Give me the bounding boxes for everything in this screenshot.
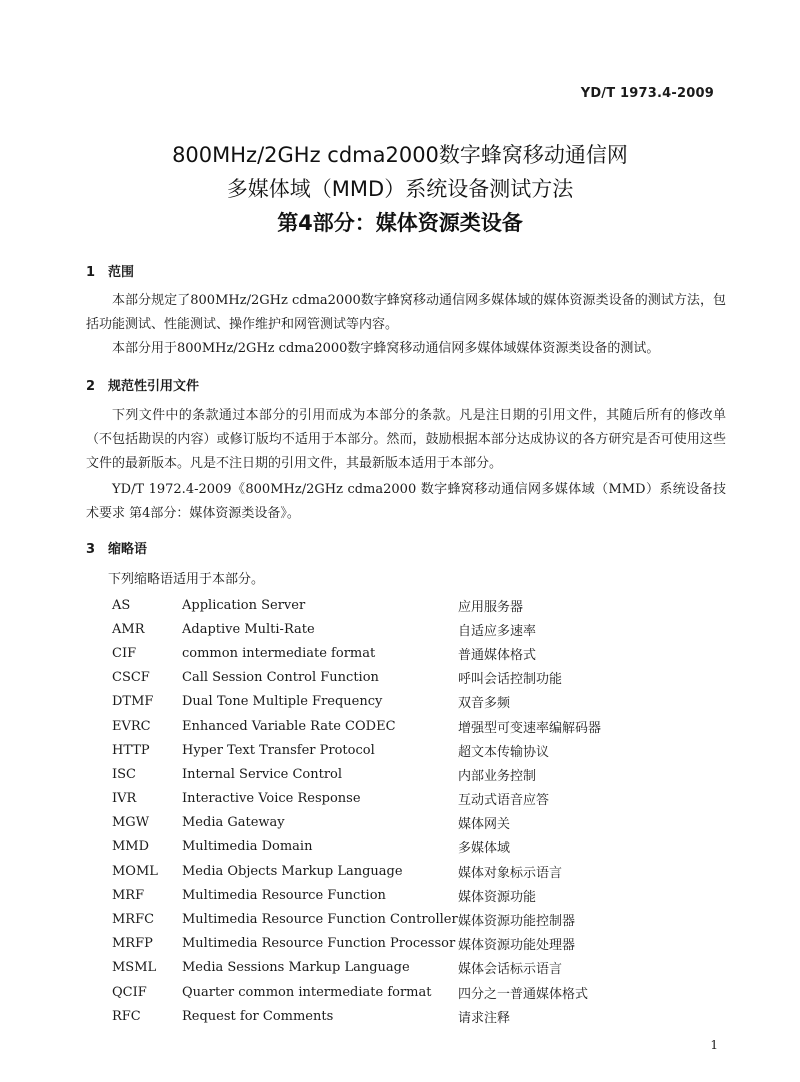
abbreviation-row — [112, 641, 732, 665]
abbreviation: MRFP — [112, 936, 153, 952]
abbreviation-row — [112, 787, 732, 811]
abbreviation-row — [112, 738, 732, 762]
document-title — [0, 138, 800, 240]
abbreviation: MSML — [112, 960, 157, 976]
abbreviation-row — [112, 762, 732, 786]
abbreviation-english: Internal Service Control — [182, 766, 343, 782]
abbreviation-english: Multimedia Resource Function Processor — [182, 936, 456, 952]
abbreviation: HTTP — [112, 742, 150, 758]
section-2-heading — [86, 375, 199, 394]
abbreviations-intro: 下列缩略语适用于本部分。 — [108, 572, 265, 587]
abbreviation: DTMF — [112, 694, 154, 710]
abbreviation-english: Quarter common intermediate format — [182, 984, 432, 1000]
abbreviation-english: Enhanced Variable Rate CODEC — [182, 718, 396, 734]
abbreviation-row — [112, 811, 732, 835]
abbreviation-chinese: 内部业务控制 — [458, 768, 537, 784]
abbreviation: MGW — [112, 815, 150, 831]
abbreviation-chinese: 双音多频 — [458, 696, 511, 712]
abbreviation-chinese: 呼叫会话控制功能 — [458, 672, 563, 688]
abbreviation-row — [112, 835, 732, 859]
abbreviation-row — [112, 617, 732, 641]
abbreviation-row — [112, 980, 732, 1004]
abbreviation-chinese: 多媒体域 — [458, 841, 511, 857]
abbreviation: AMR — [112, 621, 145, 637]
abbreviation: MRFC — [112, 912, 155, 928]
abbreviation-chinese: 超文本传输协议 — [458, 744, 550, 760]
abbreviation: CIF — [112, 645, 137, 661]
abbreviation-english: Media Sessions Markup Language — [182, 960, 410, 976]
abbreviation: MMD — [112, 839, 150, 855]
abbreviation: IVR — [112, 791, 137, 807]
abbreviation: ISC — [112, 766, 136, 782]
section-1-number: 1 — [86, 265, 96, 280]
abbreviation: RFC — [112, 1008, 141, 1024]
abbreviation-english: Dual Tone Multiple Frequency — [182, 694, 383, 710]
abbreviation-chinese: 媒体资源功能控制器 — [458, 914, 576, 930]
abbreviation-english: Media Objects Markup Language — [182, 863, 403, 879]
abbreviation-chinese: 互动式语音应答 — [458, 793, 550, 809]
abbreviation-row — [112, 1004, 732, 1028]
abbreviation-row — [112, 690, 732, 714]
abbreviation: EVRC — [112, 718, 151, 734]
abbreviation-english: Multimedia Domain — [182, 839, 313, 855]
abbreviation-chinese: 应用服务器 — [458, 599, 524, 615]
section-1-paragraph-2: 本部分用于800MHz/2GHz cdma2000数字蜂窝移动通信网多媒体域媒体资源类设备的测试。 — [112, 341, 660, 356]
section-1-paragraph-1: 本部分规定了800MHz/2GHz cdma2000数字蜂窝移动通信网多媒体域的媒体资源类设备的测试方法，包括功能测试、性能测试、操作维护和网管测试等内容。 — [86, 293, 726, 332]
abbreviation-list — [112, 593, 732, 1028]
abbreviation-row — [112, 883, 732, 907]
abbreviation-english: Adaptive Multi-Rate — [182, 621, 315, 637]
abbreviation-chinese: 请求注释 — [458, 1010, 511, 1026]
abbreviation-english: Application Server — [182, 597, 306, 613]
abbreviation-row — [112, 932, 732, 956]
section-1-heading — [86, 261, 134, 280]
section-2-number: 2 — [86, 379, 96, 394]
abbreviation-row — [112, 714, 732, 738]
section-3-number: 3 — [86, 542, 96, 557]
abbreviation-row — [112, 907, 732, 931]
abbreviation: CSCF — [112, 670, 150, 686]
document-code: YD/T 1973.4-2009 — [580, 86, 714, 101]
section-3-title: 缩略语 — [108, 542, 148, 557]
abbreviation-row — [112, 666, 732, 690]
abbreviation-english: Call Session Control Function — [182, 670, 379, 686]
abbreviation-chinese: 增强型可变速率编解码器 — [458, 720, 602, 736]
section-2-paragraph-2: YD/T 1972.4-2009《800MHz/2GHz cdma2000 数字蜂窝移动通信网多媒体域（MMD）系统设备技术要求 第4部分：媒体资源类设备》。 — [86, 482, 726, 521]
section-1-title: 范围 — [108, 265, 135, 280]
abbreviation-english: Multimedia Resource Function — [182, 887, 386, 903]
abbreviation: MRF — [112, 887, 145, 903]
abbreviation-chinese: 媒体资源功能 — [458, 889, 537, 905]
abbreviation-chinese: 普通媒体格式 — [458, 647, 537, 663]
abbreviation-english: Interactive Voice Response — [182, 791, 361, 807]
abbreviation-chinese: 自适应多速率 — [458, 623, 537, 639]
section-2-title: 规范性引用文件 — [108, 379, 200, 394]
abbreviation-chinese: 四分之一普通媒体格式 — [458, 986, 589, 1002]
abbreviation-chinese: 媒体对象标示语言 — [458, 865, 563, 881]
abbreviation-chinese: 媒体网关 — [458, 817, 511, 833]
section-3-heading — [86, 538, 147, 557]
abbreviation-chinese: 媒体资源功能处理器 — [458, 938, 576, 954]
title-line-3: 第4部分：媒体资源类设备 — [277, 211, 523, 235]
title-line-2: 多媒体域（MMD）系统设备测试方法 — [226, 177, 574, 201]
abbreviation-row — [112, 593, 732, 617]
abbreviation: QCIF — [112, 984, 147, 1000]
abbreviation-row — [112, 956, 732, 980]
abbreviation-row — [112, 859, 732, 883]
abbreviation-english: Media Gateway — [182, 815, 285, 831]
title-line-1: 800MHz/2GHz cdma2000数字蜂窝移动通信网 — [172, 143, 628, 167]
abbreviation-english: Multimedia Resource Function Controller — [182, 912, 458, 928]
section-2-paragraph-1: 下列文件中的条款通过本部分的引用而成为本部分的条款。凡是注日期的引用文件，其随后所有的修改单（不包括勘误的内容）或修订版均不适用于本部分。然而，鼓励根据本部分达成协议的各方研究是否可使用这些文件的最新版本。凡是不注日期的引用文件，其最新版本适用于本部分。 — [86, 408, 726, 471]
abbreviation-english: Hyper Text Transfer Protocol — [182, 742, 375, 758]
abbreviation-english: Request for Comments — [182, 1008, 334, 1024]
page-number: 1 — [710, 1038, 718, 1052]
abbreviation: AS — [112, 597, 131, 613]
abbreviation: MOML — [112, 863, 158, 879]
abbreviation-chinese: 媒体会话标示语言 — [458, 962, 563, 978]
abbreviation-english: common intermediate format — [182, 645, 376, 661]
